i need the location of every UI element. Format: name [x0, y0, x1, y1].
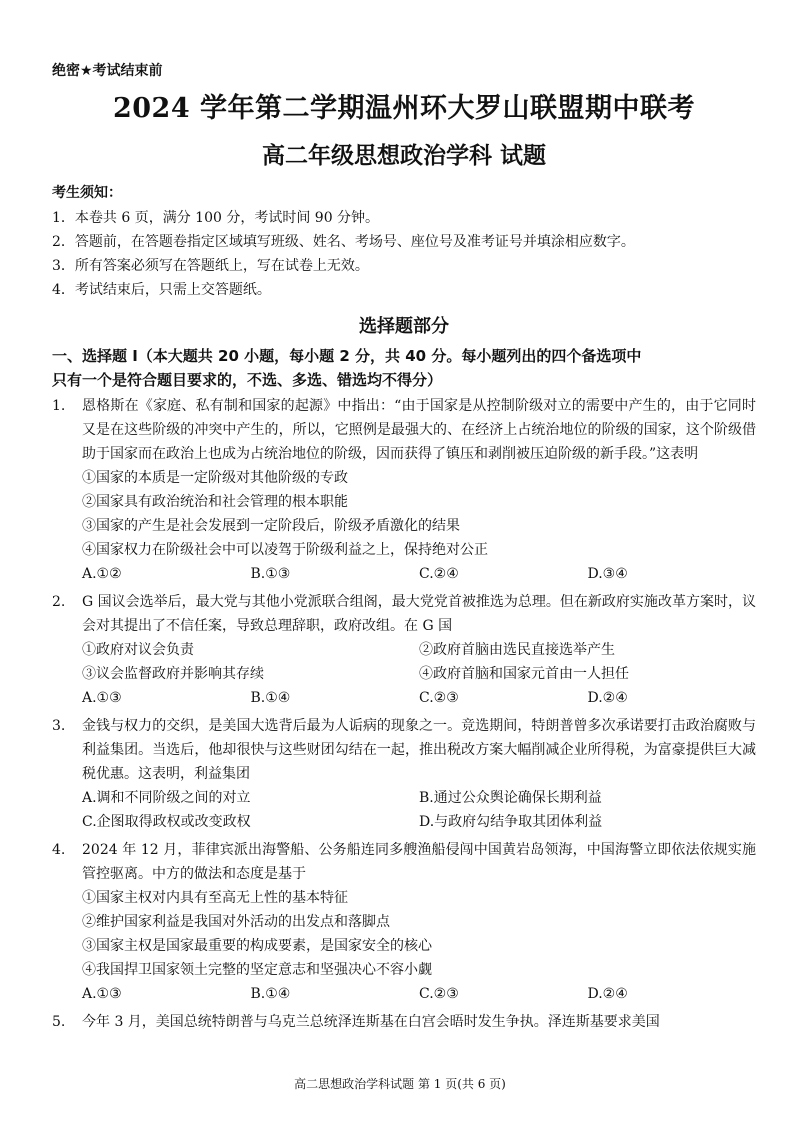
choice-d: D.②④	[587, 986, 628, 1002]
choice-d: D.③④	[587, 566, 628, 582]
question-4	[52, 838, 756, 1006]
page-footer: 高二思想政治学科试题 第 1 页(共 6 页)	[294, 1077, 506, 1091]
statement-item: ②国家具有政治统治和社会管理的根本职能	[82, 494, 348, 510]
question-stem: 2024 年 12 月，菲律宾派出海警船、公务船连同多艘渔船侵闯中国黄岩岛领海，中国海警立即依法依规实施管控驱离。中方的做法和态度是基于	[82, 842, 756, 882]
choice-d: D.与政府勾结争取其团体利益	[419, 814, 603, 830]
statement-item: ③国家主权是国家最重要的构成要素，是国家安全的核心	[82, 938, 432, 954]
statement-item: ④国家权力在阶级社会中可以凌驾于阶级利益之上，保持绝对公正	[82, 542, 488, 558]
statement-item: ②维护国家利益是我国对外活动的出发点和落脚点	[82, 914, 390, 930]
exam-subtitle: 高二年级思想政治学科 试题	[261, 142, 546, 169]
notice-item: 4．考试结束后，只需上交答题纸。	[52, 282, 271, 298]
notice-item: 2．答题前，在答题卷指定区域填写班级、姓名、考场号、座位号及准考证号并填涂相应数字。	[52, 234, 635, 250]
part-line-1: 一、选择题 I（本大题共 20 小题，每小题 2 分，共 40 分。每小题列出的四个备选项中	[52, 347, 642, 365]
choice-d: D.②④	[587, 690, 628, 706]
question-1	[52, 394, 756, 586]
part-line-2: 只有一个是符合题目要求的，不选、多选、错选均不得分）	[52, 371, 443, 389]
choice-a: A.①③	[82, 690, 122, 706]
statement-item: ②政府首脑由选民直接选举产生	[419, 642, 615, 658]
notice-item: 1．本卷共 6 页，满分 100 分，考试时间 90 分钟。	[52, 210, 380, 226]
answer-choices	[82, 982, 756, 1006]
choice-a: A.调和不同阶级之间的对立	[82, 790, 251, 806]
exam-title: 2024 学年第二学期温州环大罗山联盟期中联考	[112, 93, 696, 124]
notice-item: 3．所有答案必须写在答题纸上，写在试卷上无效。	[52, 258, 369, 274]
answer-choices	[82, 686, 756, 710]
answer-choices	[82, 562, 756, 586]
question-stem: 今年 3 月，美国总统特朗普与乌克兰总统泽连斯基在白宫会晤时发生争执。泽连斯基要求美国	[82, 1014, 660, 1030]
question-stem: G 国议会选举后，最大党与其他小党派联合组阁，最大党党首被推选为总理。但在新政府实施改革方案时，议会对其提出了不信任案，导致总理辞职，政府改组。在 G 国	[82, 594, 756, 634]
notice-heading: 考生须知：	[52, 185, 122, 201]
choice-a: A.①②	[82, 566, 122, 582]
statement-item: ③议会监督政府并影响其存续	[82, 666, 264, 682]
statement-item: ①国家的本质是一定阶级对其他阶级的专政	[82, 470, 348, 486]
statement-item: ①国家主权对内具有至高无上性的基本特征	[82, 890, 348, 906]
answer-choices	[82, 786, 756, 834]
section-title: 选择题部分	[359, 316, 449, 337]
question-number: 5.	[52, 1014, 66, 1030]
choice-b: B.通过公众舆论确保长期利益	[419, 790, 602, 806]
part-instructions	[52, 344, 756, 392]
question-number: 1.	[52, 398, 66, 414]
statement-grid	[82, 638, 756, 686]
question-3	[52, 714, 756, 834]
choice-b: B.①④	[250, 986, 291, 1002]
statement-item: ④政府首脑和国家元首由一人担任	[419, 666, 629, 682]
statement-item: ①政府对议会负责	[82, 642, 194, 658]
statement-item: ④我国捍卫国家领土完整的坚定意志和坚强决心不容小觑	[82, 962, 432, 978]
question-number: 2.	[52, 594, 66, 610]
choice-c: C.企图取得政权或改变政权	[82, 814, 251, 830]
question-number: 4.	[52, 842, 66, 858]
question-2	[52, 590, 756, 710]
choice-b: B.①③	[250, 566, 291, 582]
choice-c: C.②③	[419, 690, 459, 706]
statement-item: ③国家的产生是社会发展到一定阶段后，阶级矛盾激化的结果	[82, 518, 460, 534]
choice-a: A.①③	[82, 986, 122, 1002]
question-5	[52, 1010, 756, 1034]
choice-b: B.①④	[250, 690, 291, 706]
choice-c: C.②③	[419, 986, 459, 1002]
question-stem: 金钱与权力的交织，是美国大选背后最为人诟病的现象之一。竞选期间，特朗普曾多次承诺要打击政治腐败与利益集团。当选后，他却很快与这些财团勾结在一起，推出税改方案大幅削减企业所得税，为富豪提供巨大减税优惠。这表明，利益集团	[82, 718, 756, 782]
notice-block	[52, 182, 756, 302]
confidential-label: 绝密★考试结束前	[52, 63, 163, 79]
question-stem: 恩格斯在《家庭、私有制和国家的起源》中指出：“由于国家是从控制阶级对立的需要中产生的，由于它同时又是在这些阶级的冲突中产生的，所以，它照例是最强大的、在经济上占统治地位的阶级的国家，这个阶级借助于国家而在政治上也成为占统治地位的阶级，因而获得了镇压和剥削被压迫阶级的新手段。”这表明	[82, 398, 756, 462]
question-number: 3.	[52, 718, 66, 734]
choice-c: C.②④	[419, 566, 459, 582]
